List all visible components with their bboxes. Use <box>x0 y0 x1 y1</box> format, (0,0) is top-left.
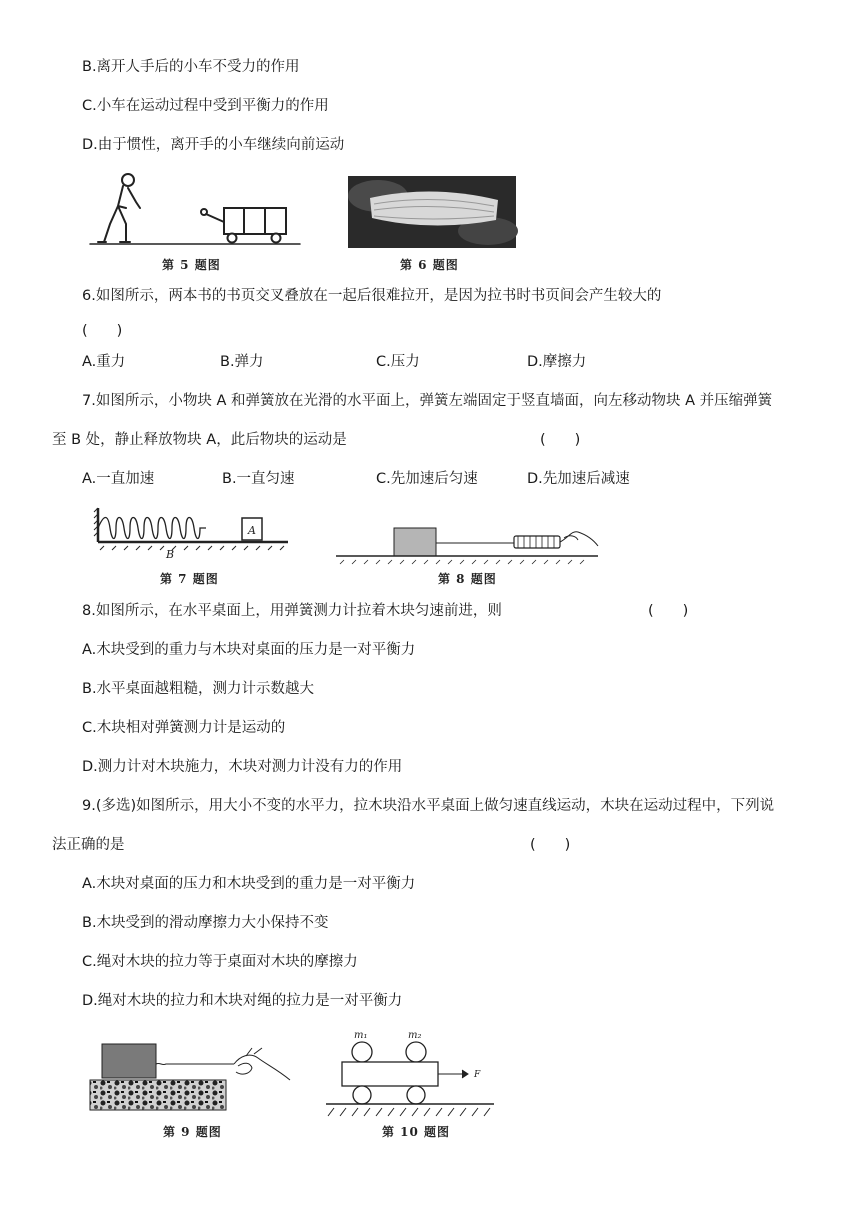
label-m2: m₂ <box>408 1030 422 1041</box>
q8-option-d: D.测力计对木块施力，木块对测力计没有力的作用 <box>82 759 403 775</box>
q7-option-a: A.一直加速 <box>82 471 155 487</box>
q9-option-d: D.绳对木块的拉力和木块对绳的拉力是一对平衡力 <box>82 993 403 1009</box>
q6-answer-blank: ( ) <box>82 323 123 339</box>
label-m1: m₁ <box>354 1030 368 1041</box>
q6-option-d: D.摩擦力 <box>527 354 587 370</box>
figure-5-caption: 第 5 题图 <box>162 258 221 272</box>
q9-option-b: B.木块受到的滑动摩擦力大小保持不变 <box>82 915 329 931</box>
q9-stem-line2: 法正确的是 <box>52 837 125 853</box>
label-f: F <box>474 1070 481 1080</box>
q6-option-b: B.弹力 <box>220 354 264 370</box>
q6-option-c: C.压力 <box>376 354 420 370</box>
figure-6-books-photo <box>348 176 516 248</box>
label-a: A <box>248 524 256 537</box>
figure-8-caption: 第 8 题图 <box>438 572 497 586</box>
q8-answer-blank: ( ) <box>648 603 689 619</box>
figure-9-caption: 第 9 题图 <box>163 1125 222 1139</box>
figure-7-caption: 第 7 题图 <box>160 572 219 586</box>
figure-6-caption: 第 6 题图 <box>400 258 459 272</box>
q5-option-c: C.小车在运动过程中受到平衡力的作用 <box>82 98 329 114</box>
q9-stem-line1: 9.(多选)如图所示，用大小不变的水平力，拉木块沿水平桌面上做匀速直线运动，木块在运动过程中，下列说 <box>82 798 775 814</box>
q9-answer-blank: ( ) <box>530 837 571 853</box>
q8-option-c: C.木块相对弹簧测力计是运动的 <box>82 720 286 736</box>
q5-option-d: D.由于惯性，离开手的小车继续向前运动 <box>82 137 345 153</box>
q8-option-a: A.木块受到的重力与木块对桌面的压力是一对平衡力 <box>82 642 416 658</box>
label-b: B <box>166 548 175 561</box>
q9-option-c: C.绳对木块的拉力等于桌面对木块的摩擦力 <box>82 954 358 970</box>
q7-stem-line1: 7.如图所示，小物块 A 和弹簧放在光滑的水平面上，弹簧左端固定于竖直墙面，向左移动物块 A 并压缩弹簧 <box>82 393 773 409</box>
q6-option-a: A.重力 <box>82 354 126 370</box>
figure-5-person-cart <box>90 172 300 250</box>
q8-option-b: B.水平桌面越粗糙，测力计示数越大 <box>82 681 315 697</box>
q7-option-d: D.先加速后减速 <box>527 471 630 487</box>
figure-10-caption: 第 10 题图 <box>382 1125 451 1139</box>
figure-10-cart-balls <box>322 1030 500 1120</box>
figure-7-spring-block <box>94 506 290 561</box>
q6-stem: 6.如图所示，两本书的书页交叉叠放在一起后很难拉开，是因为拉书时书页间会产生较大的 <box>82 288 662 304</box>
q7-stem-line2: 至 B 处，静止释放物块 A，此后物块的运动是 <box>52 432 347 448</box>
q9-option-a: A.木块对桌面的压力和木块受到的重力是一对平衡力 <box>82 876 416 892</box>
q5-option-b: B.离开人手后的小车不受力的作用 <box>82 59 300 75</box>
q8-stem: 8.如图所示，在水平桌面上，用弹簧测力计拉着木块匀速前进，则 <box>82 603 502 619</box>
q7-answer-blank: ( ) <box>540 432 581 448</box>
q7-option-c: C.先加速后匀速 <box>376 471 478 487</box>
q7-option-b: B.一直匀速 <box>222 471 295 487</box>
figure-9-block-rough-table <box>86 1040 296 1116</box>
figure-8-block-spring-scale <box>336 516 604 564</box>
